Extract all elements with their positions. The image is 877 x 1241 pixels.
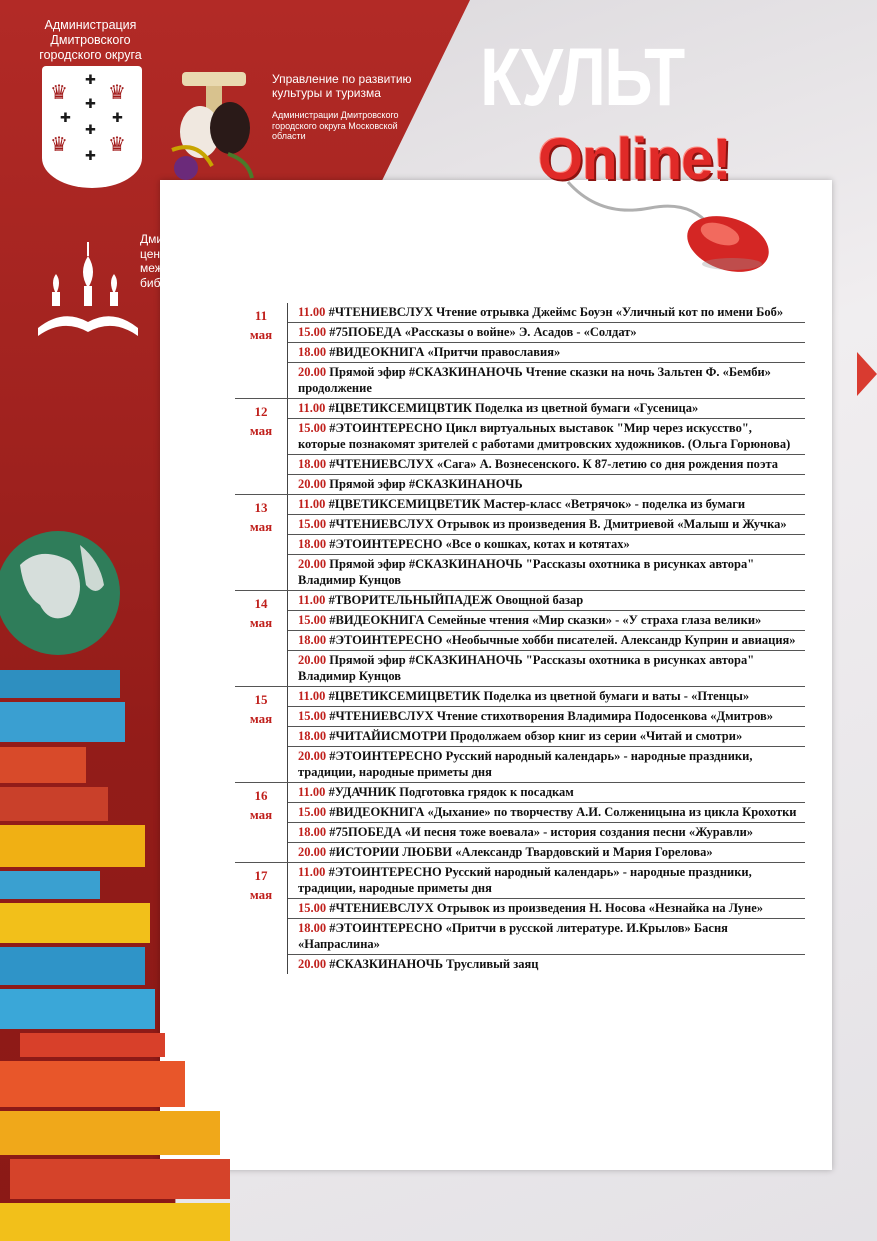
event-text: #ВИДЕОКНИГА «Дыхание» по творчеству А.И. Солженицына из цикла Крохотки xyxy=(326,805,797,819)
event-row xyxy=(288,495,805,515)
event-text: #ЧТЕНИЕВСЛУХ Чтение отрывка Джеймс Боуэн «Уличный кот по имени Боб» xyxy=(325,305,784,319)
event-text: #ЭТОИНТЕРЕСНО Русский народный календарь» - народные праздники, традиции, народные приметы дня xyxy=(298,749,753,779)
event-row xyxy=(288,399,805,419)
day-number: 16 xyxy=(254,788,268,803)
event-row xyxy=(288,747,805,782)
day-events xyxy=(287,863,805,974)
event-row xyxy=(288,363,805,398)
event-row xyxy=(288,323,805,343)
crown-icon: ♛ xyxy=(108,134,126,156)
event-text: #УДАЧНИК Подготовка грядок к посадкам xyxy=(325,785,574,799)
event-row xyxy=(288,419,805,455)
event-text: #ИСТОРИИ ЛЮБВИ «Александр Твардовский и Мария Горелова» xyxy=(326,845,713,859)
online-title: Online! xyxy=(538,127,731,192)
event-text: #ЭТОИНТЕРЕСНО «Притчи в русской литературе. И.Крылов» Басня «Напраслина» xyxy=(298,921,728,951)
crown-icon: ♛ xyxy=(108,82,126,104)
day-month: мая xyxy=(249,887,273,902)
day-month: мая xyxy=(249,423,273,438)
event-text: Прямой эфир #СКАЗКИНАНОЧЬ "Рассказы охотника в рисунках автора" Владимир Кунцов xyxy=(298,557,755,587)
event-time: 20.00 xyxy=(298,653,327,667)
event-text: #ЧИТАЙИСМОТРИ Продолжаем обзор книг из серии «Читай и смотри» xyxy=(326,729,743,743)
event-time: 18.00 xyxy=(298,537,327,551)
culture-masks-logo xyxy=(168,70,260,182)
event-time: 18.00 xyxy=(298,457,327,471)
event-text: #75ПОБЕДА «И песня тоже воевала» - история создания песни «Журавли» xyxy=(326,825,754,839)
event-row xyxy=(288,611,805,631)
crown-icon: ♛ xyxy=(50,82,68,104)
day-date xyxy=(235,863,287,974)
day-events xyxy=(287,399,805,494)
event-time: 20.00 xyxy=(298,477,327,491)
event-time: 15.00 xyxy=(298,421,327,435)
event-row xyxy=(288,631,805,651)
event-time: 11.00 xyxy=(298,689,326,703)
event-row xyxy=(288,843,805,862)
day-number: 15 xyxy=(254,692,268,707)
event-text: #ЭТОИНТЕРЕСНО «Необычные хобби писателей. Александр Куприн и авиация» xyxy=(326,633,796,647)
kult-title: КУЛЬТ xyxy=(480,32,684,123)
event-time: 20.00 xyxy=(298,845,327,859)
event-time: 15.00 xyxy=(298,325,327,339)
event-time: 11.00 xyxy=(298,305,326,319)
arrow-decoration xyxy=(857,352,877,396)
event-time: 20.00 xyxy=(298,365,327,379)
event-text: #ЧТЕНИЕВСЛУХ Отрывок из произведения Н. Носова «Незнайка на Луне» xyxy=(326,901,764,915)
day-date xyxy=(235,687,287,782)
day-month: мая xyxy=(249,327,273,342)
event-text: #ЭТОИНТЕРЕСНО Цикл виртуальных выставок "Мир через искусство", которые познакомят зрителей с работами дмитровских художников. (Ольга Горюнова) xyxy=(298,421,791,451)
event-text: #ЭТОИНТЕРЕСНО «Все о кошках, котах и котятах» xyxy=(326,537,630,551)
cross-icon: ✚ xyxy=(60,110,71,125)
event-text: #75ПОБЕДА «Рассказы о войне» Э. Асадов - «Солдат» xyxy=(326,325,637,339)
event-time: 20.00 xyxy=(298,957,327,971)
event-row xyxy=(288,707,805,727)
day-month: мая xyxy=(249,519,273,534)
cross-icon: ✚ xyxy=(112,110,123,125)
event-text: #ВИДЕОКНИГА «Притчи православия» xyxy=(326,345,561,359)
cross-icon: ✚ xyxy=(85,148,96,163)
cross-icon: ✚ xyxy=(85,72,96,87)
event-row xyxy=(288,343,805,363)
event-text: #ВИДЕОКНИГА Семейные чтения «Мир сказки» - «У страха глаза велики» xyxy=(326,613,762,627)
event-row xyxy=(288,687,805,707)
schedule-day xyxy=(235,686,805,782)
culture-department-subtitle: Администрации Дмитровского городского округа Московской области xyxy=(272,110,399,141)
schedule-day xyxy=(235,494,805,590)
event-time: 18.00 xyxy=(298,633,327,647)
day-events xyxy=(287,687,805,782)
books-and-globe-illustration xyxy=(0,505,240,1241)
event-text: #ЧТЕНИЕВСЛУХ «Сага» А. Вознесенского. К 87-летию со дня рождения поэта xyxy=(326,457,779,471)
event-text: #СКАЗКИНАНОЧЬ Трусливый заяц xyxy=(326,957,539,971)
crown-icon: ♛ xyxy=(50,134,68,156)
day-number: 13 xyxy=(254,500,268,515)
schedule-day xyxy=(235,590,805,686)
schedule-day xyxy=(235,398,805,494)
day-number: 17 xyxy=(254,868,268,883)
event-time: 15.00 xyxy=(298,613,327,627)
event-time: 18.00 xyxy=(298,345,327,359)
event-text: #ЦВЕТИКСЕМИЦВЕТИК Поделка из цветной бумаги и ваты - «Птенцы» xyxy=(325,689,750,703)
day-date xyxy=(235,783,287,862)
event-row xyxy=(288,727,805,747)
day-date xyxy=(235,303,287,398)
day-events xyxy=(287,783,805,862)
event-row xyxy=(288,823,805,843)
event-time: 18.00 xyxy=(298,729,327,743)
event-time: 11.00 xyxy=(298,497,326,511)
event-text: #ЧТЕНИЕВСЛУХ Чтение стихотворения Владимира Подосенкова «Дмитров» xyxy=(326,709,774,723)
event-text: Прямой эфир #СКАЗКИНАНОЧЬ xyxy=(326,477,523,491)
event-time: 15.00 xyxy=(298,517,327,531)
event-time: 11.00 xyxy=(298,865,326,879)
event-row xyxy=(288,783,805,803)
day-events xyxy=(287,591,805,686)
day-date xyxy=(235,591,287,686)
day-date xyxy=(235,495,287,590)
event-time: 11.00 xyxy=(298,785,326,799)
event-time: 11.00 xyxy=(298,593,326,607)
schedule-day xyxy=(235,862,805,974)
event-text: Прямой эфир #СКАЗКИНАНОЧЬ "Рассказы охотника в рисунках автора" Владимир Кунцов xyxy=(298,653,755,683)
cross-icon: ✚ xyxy=(85,96,96,111)
event-text: #ЭТОИНТЕРЕСНО Русский народный календарь» - народные праздники, традиции, народные приметы дня xyxy=(298,865,752,895)
event-text: #ЧТЕНИЕВСЛУХ Отрывок из произведения В. Дмитриевой «Малыш и Жучка» xyxy=(326,517,787,531)
cross-icon: ✚ xyxy=(85,122,96,137)
event-row xyxy=(288,955,805,974)
library-title: Дмитровская центральная межпоселенческая библиотека xyxy=(140,232,247,290)
event-row xyxy=(288,863,805,899)
event-text: Прямой эфир #СКАЗКИНАНОЧЬ Чтение сказки на ночь Зальтен Ф. «Бемби» продолжение xyxy=(298,365,771,395)
event-row xyxy=(288,555,805,590)
event-time: 20.00 xyxy=(298,749,327,763)
event-time: 15.00 xyxy=(298,901,327,915)
event-time: 18.00 xyxy=(298,825,327,839)
event-text: #ЦВЕТИКСЕМИЦВЕТИК Мастер-класс «Ветрячок» - поделка из бумаги xyxy=(325,497,746,511)
event-row xyxy=(288,535,805,555)
event-time: 20.00 xyxy=(298,557,327,571)
event-text: #ЦВЕТИКСЕМИЦВТИК Поделка из цветной бумаги «Гусеница» xyxy=(325,401,699,415)
event-row xyxy=(288,919,805,955)
library-logo xyxy=(38,232,138,342)
day-events xyxy=(287,495,805,590)
event-row xyxy=(288,899,805,919)
event-time: 15.00 xyxy=(298,709,327,723)
schedule-day xyxy=(235,303,805,398)
event-time: 11.00 xyxy=(298,401,326,415)
event-row xyxy=(288,515,805,535)
day-number: 14 xyxy=(254,596,268,611)
schedule-day xyxy=(235,782,805,862)
event-row xyxy=(288,303,805,323)
computer-mouse-icon xyxy=(560,178,780,278)
coat-of-arms-logo xyxy=(42,66,142,188)
day-number: 12 xyxy=(254,404,268,419)
day-month: мая xyxy=(249,615,273,630)
culture-department-title: Управление по развитию культуры и туризма xyxy=(272,72,412,100)
event-time: 15.00 xyxy=(298,805,327,819)
day-number: 11 xyxy=(254,308,268,323)
day-date xyxy=(235,399,287,494)
administration-title: Администрация Дмитровского городского округа xyxy=(39,18,142,62)
day-month: мая xyxy=(249,711,273,726)
event-schedule xyxy=(235,303,805,974)
day-events xyxy=(287,303,805,398)
event-row xyxy=(288,455,805,475)
day-month: мая xyxy=(249,807,273,822)
event-time: 18.00 xyxy=(298,921,327,935)
event-text: #ТВОРИТЕЛЬНЫЙПАДЕЖ Овощной базар xyxy=(325,593,584,607)
event-row xyxy=(288,803,805,823)
event-row xyxy=(288,651,805,686)
event-row xyxy=(288,475,805,494)
event-row xyxy=(288,591,805,611)
